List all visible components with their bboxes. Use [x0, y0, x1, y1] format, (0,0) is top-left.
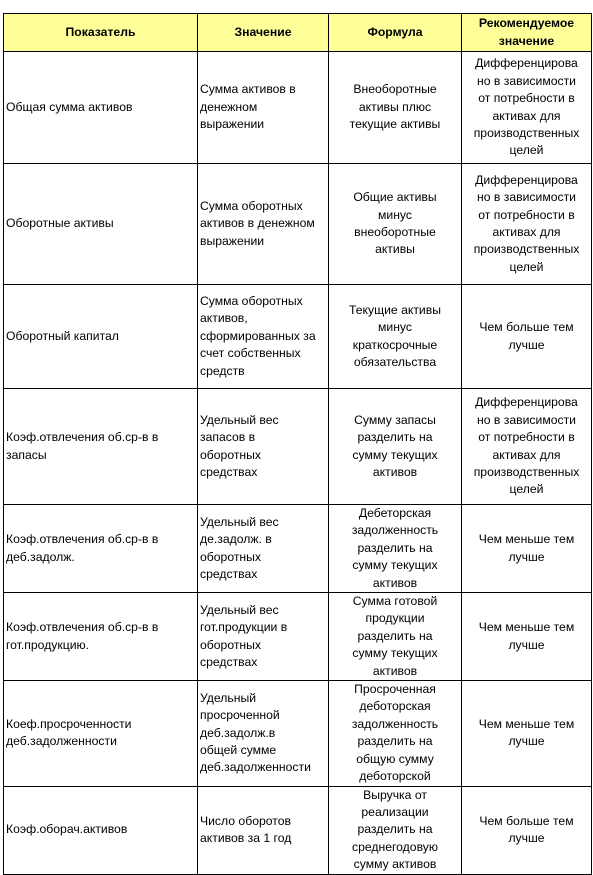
cell-value[interactable]: Число оборотов активов за 1 год [198, 786, 329, 874]
cell-recommended[interactable]: Чем меньше тем лучше [462, 681, 592, 786]
cell-indicator[interactable]: Коэф.оборач.активов [4, 786, 198, 874]
cell-value[interactable]: Удельный вес запасов в оборотных средствах [198, 389, 329, 505]
cell-formula[interactable]: Сумма готовой продукции разделить на сумму текущих активов [329, 593, 462, 681]
table-row [4, 164, 592, 285]
cell-recommended[interactable]: Чем больше тем лучше [462, 285, 592, 389]
cell-recommended[interactable]: Чем больше тем лучше [462, 786, 592, 874]
cell-indicator[interactable]: Коеф.просроченности деб.задолженности [4, 681, 198, 786]
header-indicator[interactable]: Показатель [4, 14, 198, 52]
cell-formula[interactable]: Дебеторская задолженность разделить на сумму текущих активов [329, 505, 462, 593]
cell-value[interactable]: Удельный вес гот.продукции в оборотных средствах [198, 593, 329, 681]
cell-indicator[interactable]: Оборотный капитал [4, 285, 198, 389]
table-row [4, 786, 592, 874]
table-row [4, 593, 592, 681]
cell-formula[interactable]: Выручка от реализации разделить на среднегодовую сумму активов [329, 786, 462, 874]
table-row [4, 285, 592, 389]
cell-indicator[interactable]: Коэф.отвлечения об.ср-в в запасы [4, 389, 198, 505]
cell-recommended[interactable]: Дифференцирова но в зависимости от потребности в активах для производственных целей [462, 389, 592, 505]
header-recommended[interactable]: Рекомендуемое значение [462, 14, 592, 52]
cell-formula[interactable]: Текущие активы минус краткосрочные обязательства [329, 285, 462, 389]
cell-formula[interactable]: Сумму запасы разделить на сумму текущих активов [329, 389, 462, 505]
cell-formula[interactable]: Просроченная деботорская задолженность разделить на общую сумму деботорской [329, 681, 462, 786]
cell-recommended[interactable]: Дифференцирова но в зависимости от потребности в активах для производственных целей [462, 52, 592, 164]
cell-formula[interactable]: Внеоборотные активы плюс текущие активы [329, 52, 462, 164]
cell-value[interactable]: Удельный вес де.задолж. в оборотных средствах [198, 505, 329, 593]
cell-formula[interactable]: Общие активы минус внеоборотные активы [329, 164, 462, 285]
table-row [4, 389, 592, 505]
table-row [4, 505, 592, 593]
cell-value[interactable]: Удельный просроченной деб.задолж.в общей сумме деб.задолженности [198, 681, 329, 786]
header-formula[interactable]: Формула [329, 14, 462, 52]
table-row [4, 52, 592, 164]
cell-indicator[interactable]: Коэф.отвлечения об.ср-в в гот.продукцию. [4, 593, 198, 681]
cell-value[interactable]: Сумма оборотных активов, сформированных за счет собственных средств [198, 285, 329, 389]
header-value[interactable]: Значение [198, 14, 329, 52]
table-row [4, 681, 592, 786]
cell-recommended[interactable]: Чем меньше тем лучше [462, 593, 592, 681]
indicators-table [3, 13, 592, 875]
cell-indicator[interactable]: Оборотные активы [4, 164, 198, 285]
cell-value[interactable]: Сумма активов в денежном выражении [198, 52, 329, 164]
cell-recommended[interactable]: Дифференцирова но в зависимости от потребности в активах для производственных целей [462, 164, 592, 285]
header-row [4, 14, 592, 52]
cell-indicator[interactable]: Общая сумма активов [4, 52, 198, 164]
cell-indicator[interactable]: Коэф.отвлечения об.ср-в в деб.задолж. [4, 505, 198, 593]
cell-value[interactable]: Сумма оборотных активов в денежном выражении [198, 164, 329, 285]
cell-recommended[interactable]: Чем меньше тем лучше [462, 505, 592, 593]
